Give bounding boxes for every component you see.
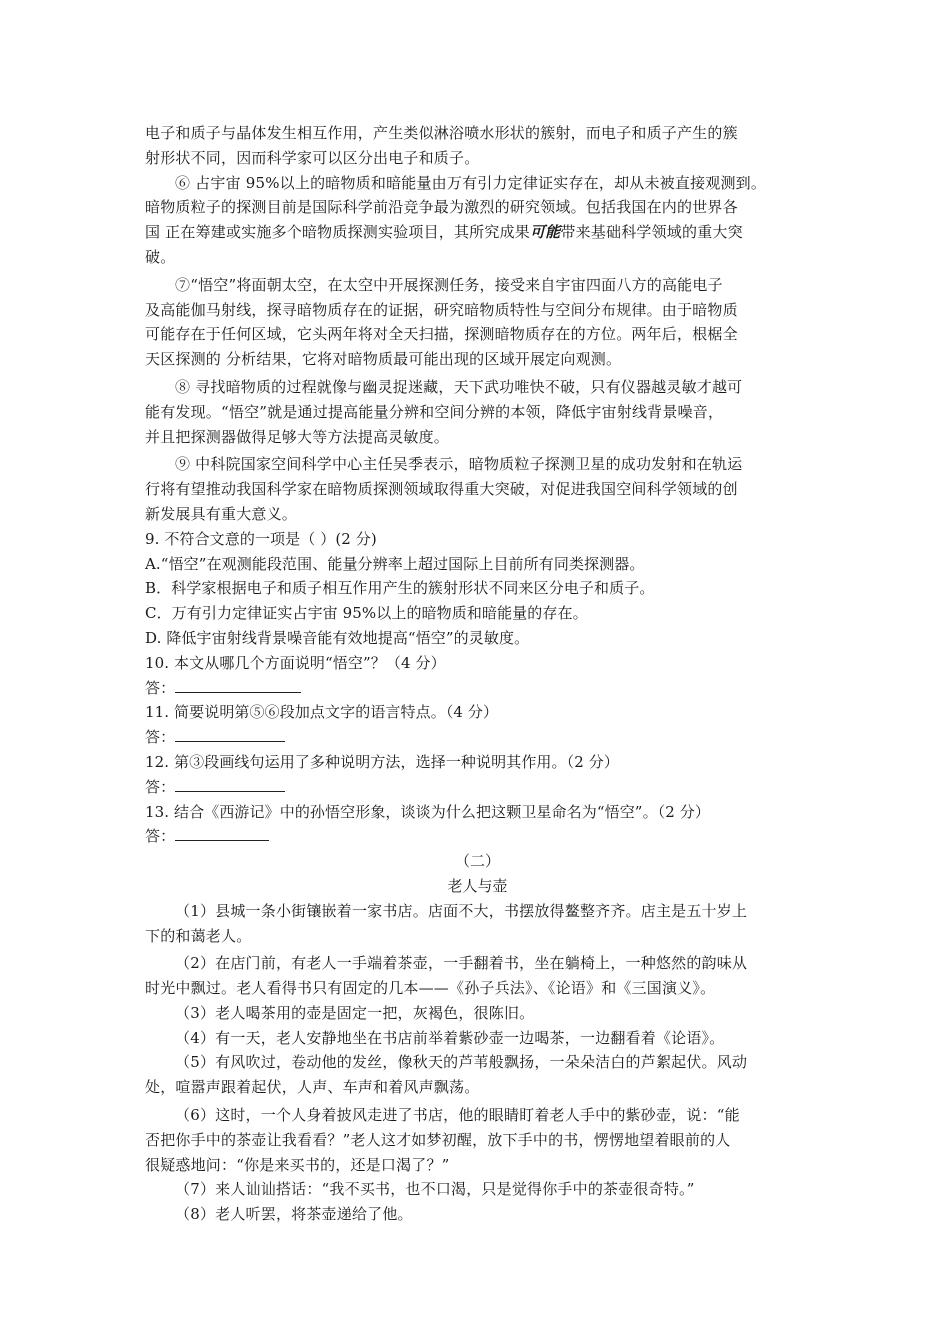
text-line: 天区探测的 分析结果，它将对暗物质最可能出现的区域开展定向观测。 bbox=[145, 350, 622, 369]
answer-label: 答： bbox=[145, 777, 176, 796]
question-10 bbox=[145, 651, 810, 701]
answer-blank[interactable] bbox=[175, 775, 285, 792]
text-line: 射形状不同，因而科学家可以区分出电子和质子。 bbox=[145, 148, 480, 167]
question-9 bbox=[145, 527, 810, 651]
text-line: 新发展具有重大意义。 bbox=[145, 504, 298, 523]
question-13 bbox=[145, 800, 810, 850]
answer-line bbox=[145, 775, 810, 800]
text-line: 可能存在于任何区域，它头两年将对全天扫描，探测暗物质存在的方位。两年后，根椐全 bbox=[145, 325, 738, 344]
story-paragraph-8: （8）老人听罢，将茶壶递给了他。 bbox=[175, 1205, 413, 1224]
option-c: C．万有引力定律证实占宇宙 95%以上的暗物质和暗能量的存在。 bbox=[145, 604, 588, 623]
answer-line bbox=[145, 824, 810, 849]
section-heading: （二） bbox=[454, 852, 500, 871]
story-paragraph-6 bbox=[145, 1103, 810, 1177]
text-line: 及高能伽马射线，探寻暗物质存在的证据，研究暗物质特性与空间分布规律。由于暗物质 bbox=[145, 300, 738, 319]
text-line: 处，喧嚣声跟着起伏，人声、车声和着风声飘荡。 bbox=[145, 1078, 480, 1097]
text-line: （5）有风吹过，卷动他的发丝，像秋天的芦苇般飘扬，一朵朵洁白的芦絮起伏。风动 bbox=[175, 1053, 748, 1072]
text-line: ⑨ 中科院国家空间科学中心主任吴季表示，暗物质粒子探测卫星的成功发射和在轨运 bbox=[175, 455, 743, 474]
answer-label: 答： bbox=[145, 678, 176, 697]
text-line: 时光中飘过。老人看得书只有固定的几本——《孙子兵法》、《论语》和《三国演义》。 bbox=[145, 979, 716, 998]
text-line: 电子和质子与晶体发生相互作用，产生类似淋浴喷水形状的簇射，而电子和质子产生的簇 bbox=[145, 124, 738, 142]
story-paragraph-1 bbox=[145, 899, 810, 949]
text-line: 行将有望推动我国科学家在暗物质探测领域取得重大突破，对促进我国空间科学领域的创 bbox=[145, 480, 738, 499]
paragraph-9 bbox=[145, 452, 810, 526]
paragraph-6 bbox=[145, 171, 810, 270]
question-stem: 11. 简要说明第⑤⑥段加点文字的语言特点。（4 分） bbox=[145, 703, 499, 722]
text-line: 很疑惑地问：“你是来买书的，还是口渴了？” bbox=[145, 1155, 450, 1174]
passage-title: 老人与壶 bbox=[447, 876, 508, 895]
question-stem: 9. 不符合文意的一项是（ ）(2 分) bbox=[145, 529, 377, 548]
text-line bbox=[145, 220, 810, 245]
text-line: 否把你手中的茶壶让我看看？”老人这才如梦初醒，放下手中的书，愣愣地望着眼前的人 bbox=[145, 1130, 731, 1149]
story-paragraph-2 bbox=[145, 951, 810, 1001]
text-line: ⑥ 占宇宙 95%以上的暗物质和暗能量由万有引力定律证实存在，却从未被直接观测到。 bbox=[175, 173, 767, 192]
document-content bbox=[145, 121, 810, 1227]
paragraph-8 bbox=[145, 375, 810, 449]
text-line: 暗物质粒子的探测目前是国际科学前沿竞争最为激烈的研究领域。包括我国在内的世界各 bbox=[145, 198, 738, 217]
text-line: （1）县城一条小街镶嵌着一家书店。店面不大，书摆放得鳌整齐齐。店主是五十岁上 bbox=[175, 901, 748, 920]
option-d: D. 降低宇宙射线背景噪音能有效地提高“悟空”的灵敏度。 bbox=[145, 628, 530, 647]
text-span: 国 正在筹建或实施多个暗物质探测实验项目，其所究成果 bbox=[145, 223, 530, 242]
option-a: A.“悟空”在观测能段范围、能量分辨率上超过国际上目前所有同类探测器。 bbox=[145, 554, 645, 573]
text-line: ⑦“悟空”将面朝太空，在太空中开展探测任务，接受来自宇宙四面八方的高能电子 bbox=[175, 275, 723, 294]
text-line: 并且把探测器做得足够大等方法提高灵敏度。 bbox=[145, 427, 450, 446]
story-paragraph-7: （7）来人讪讪搭话：“我不买书，也不口渴，只是觉得你手中的茶壶很奇特。” bbox=[175, 1180, 695, 1199]
story-paragraph-5 bbox=[145, 1050, 810, 1100]
question-stem: 12. 第③段画线句运用了多种说明方法，选择一种说明其作用。（2 分） bbox=[145, 752, 619, 771]
text-line: ⑧ 寻找暗物质的过程就像与幽灵捉迷藏，天下武功唯快不破，只有仪器越灵敏才越可 bbox=[175, 377, 743, 396]
answer-blank[interactable] bbox=[175, 824, 269, 841]
answer-blank[interactable] bbox=[175, 676, 301, 693]
emphasized-word: 可能 bbox=[529, 223, 561, 242]
answer-line bbox=[145, 725, 810, 750]
paragraph-intro bbox=[145, 121, 810, 171]
answer-line bbox=[145, 676, 810, 701]
question-stem: 10. 本文从哪几个方面说明“悟空”？（4 分） bbox=[145, 653, 446, 672]
answer-label: 答： bbox=[145, 728, 176, 747]
question-stem: 13. 结合《西游记》中的孙悟空形象，谈谈为什么把这颗卫星命名为“悟空”。（2 分） bbox=[145, 802, 710, 821]
paragraph-7 bbox=[145, 273, 810, 372]
answer-blank[interactable] bbox=[175, 725, 285, 742]
option-b: B．科学家根据电子和质子相互作用产生的簇射形状不同来区分电子和质子。 bbox=[145, 579, 655, 598]
question-12 bbox=[145, 750, 810, 800]
text-line: （6）这时，一个人身着披风走进了书店，他的眼睛盯着老人手中的紫砂壶，说：“能 bbox=[175, 1106, 740, 1125]
text-line: 下的和蔼老人。 bbox=[145, 926, 252, 945]
text-line: 破。 bbox=[145, 247, 176, 266]
answer-label: 答： bbox=[145, 827, 176, 846]
story-paragraph-3: （3）老人喝茶用的壶是固定一把，灰褐色，很陈旧。 bbox=[175, 1003, 535, 1022]
story-paragraph-4: （4）有一天，老人安静地坐在书店前举着紫砂壶一边喝茶，一边翻看着《论语》。 bbox=[175, 1028, 725, 1047]
text-span: 带来基础科学领域的重大突 bbox=[560, 223, 743, 242]
question-11 bbox=[145, 700, 810, 750]
text-line: （2）在店门前，有老人一手端着茶壶，一手翻着书，坐在躺椅上，一种悠然的韵味从 bbox=[175, 954, 748, 973]
text-line: 能有发现。“悟空”就是通过提高能量分辨和空间分辨的本领，降低宇宙射线背景噪音， bbox=[145, 402, 724, 421]
